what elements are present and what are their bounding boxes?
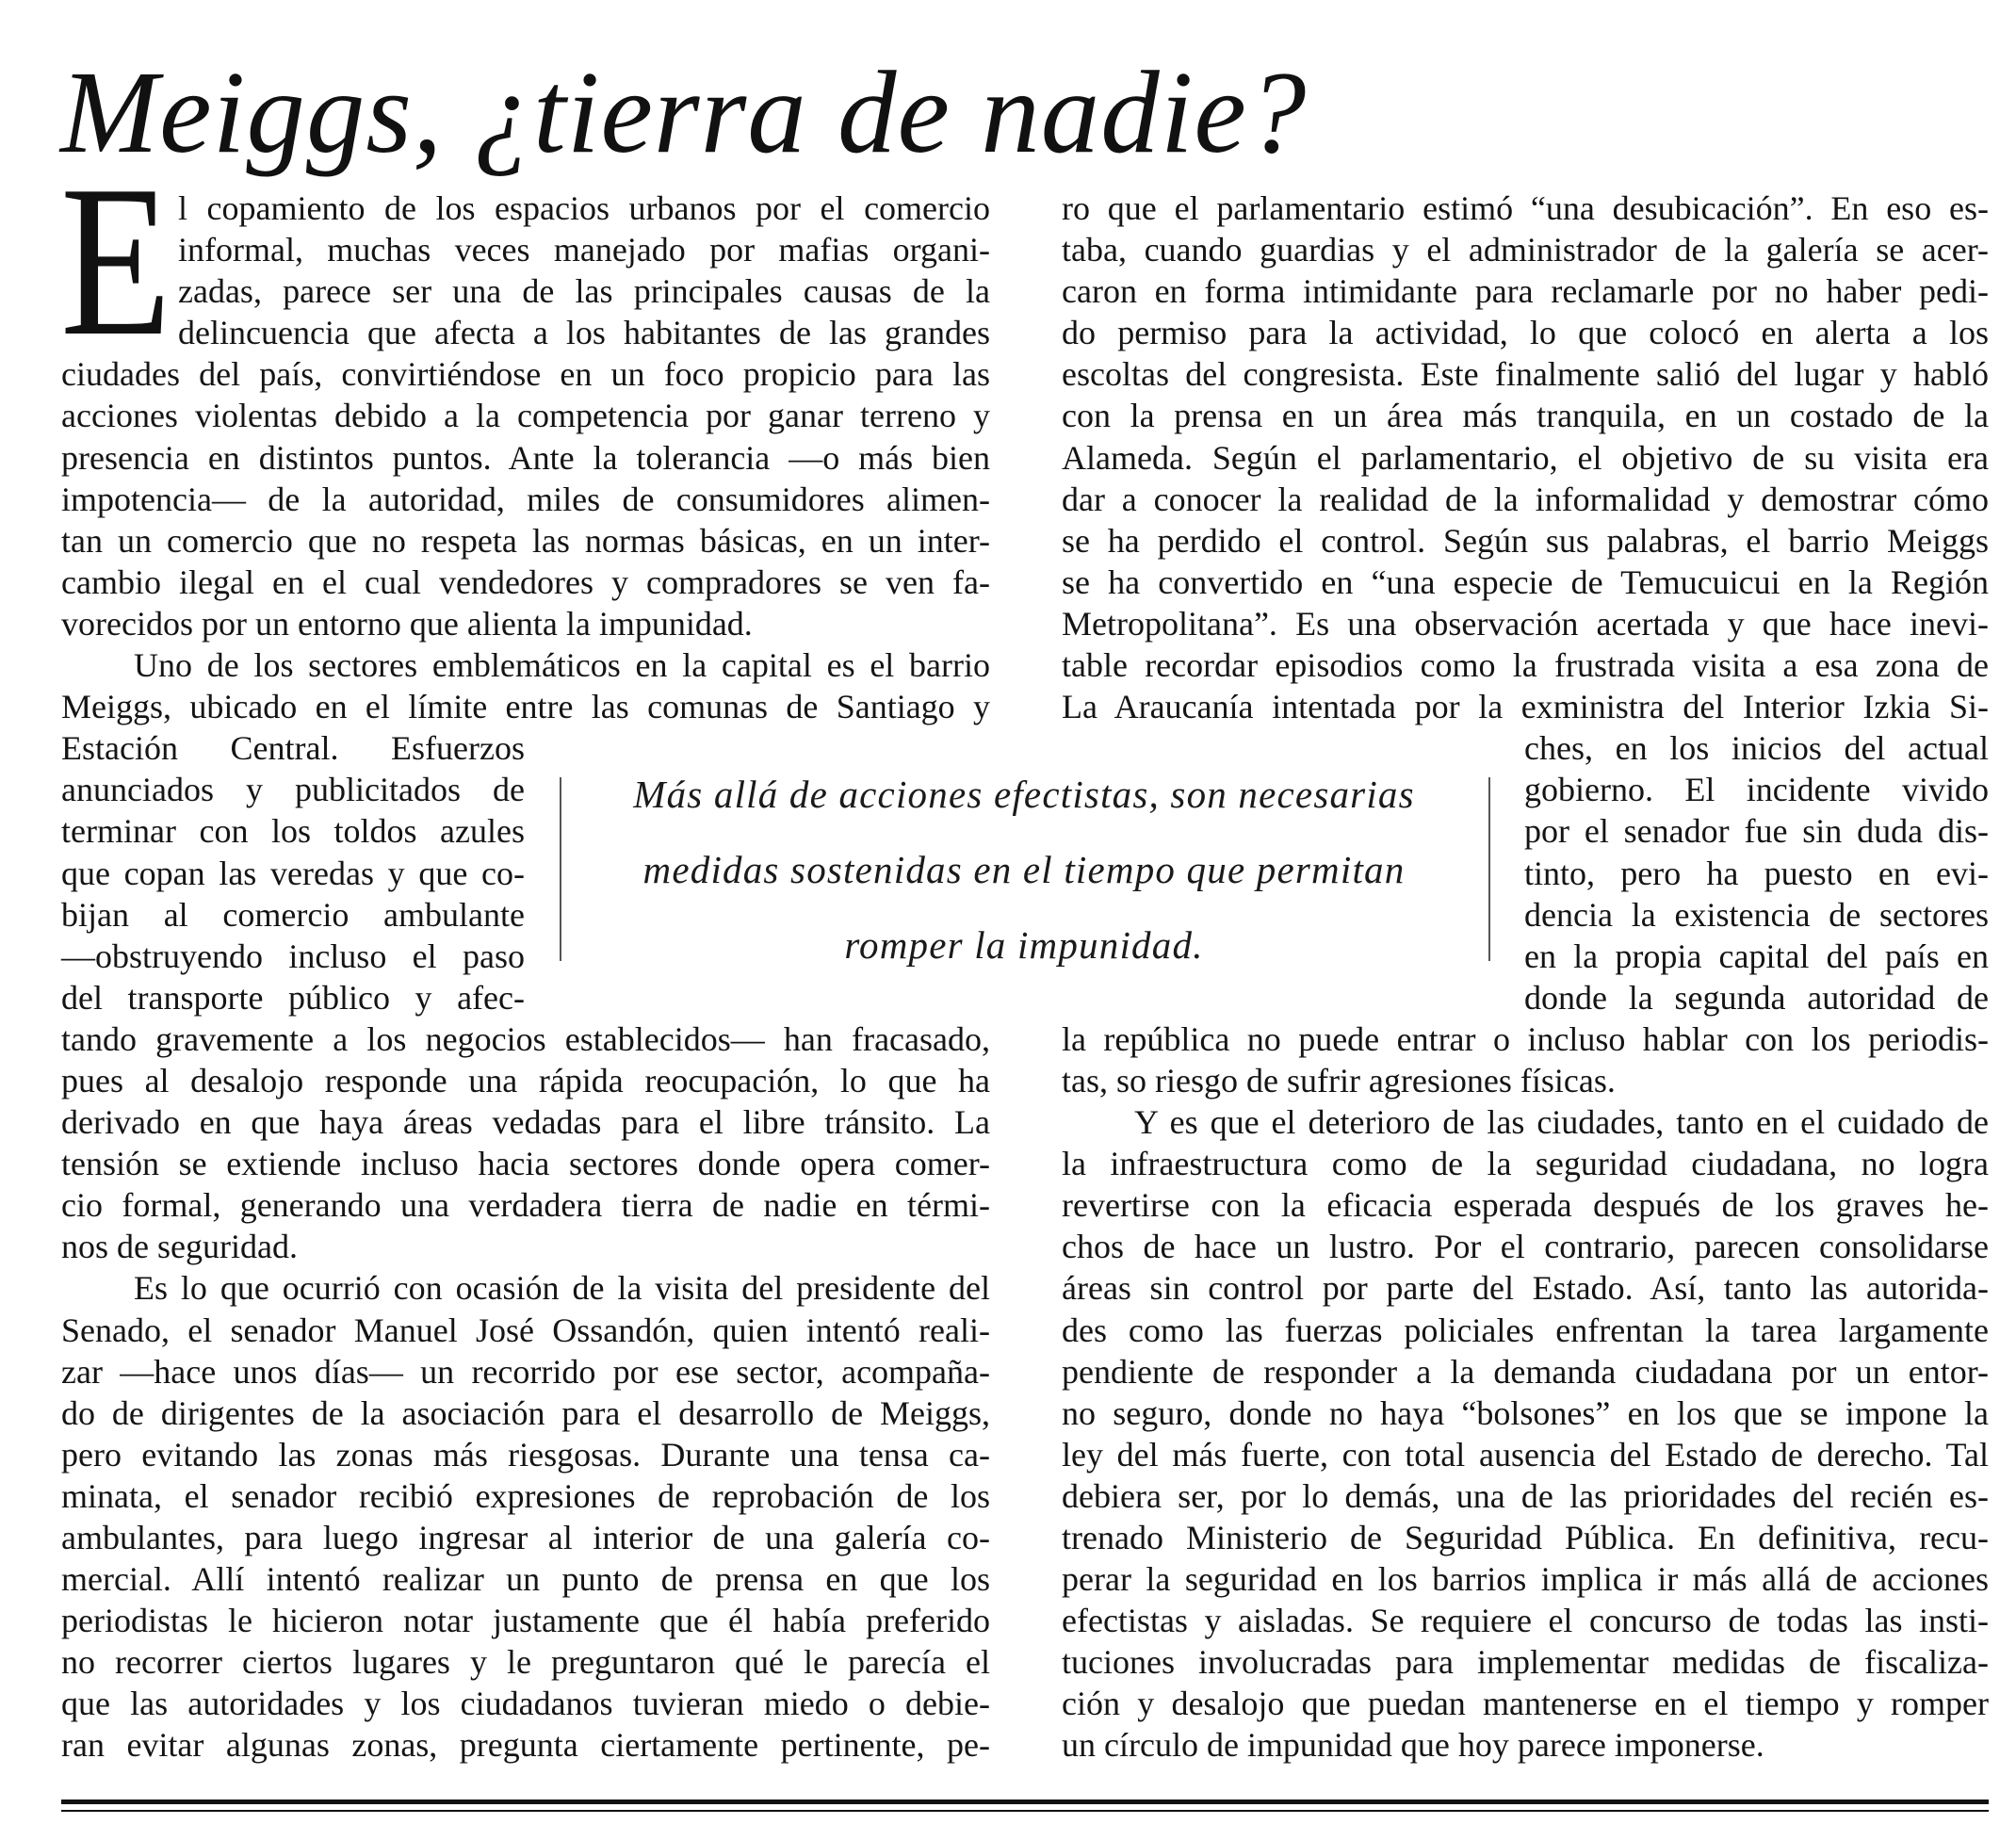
text-line: Uno de los sectores emblemáticos en la capital es el barrio <box>134 646 990 685</box>
text-line: no seguro, donde no haya “bolsones” en los que se impone la <box>1062 1393 1989 1432</box>
text-line: donde la segunda autoridad de <box>1524 978 1989 1017</box>
text-line: con la prensa en un área más tranquila, en un costado de la <box>1062 397 1989 435</box>
text-line: Senado, el senador Manuel José Ossandón, quien intentó reali- <box>61 1311 990 1349</box>
text-line: en la propia capital del país en <box>1524 936 1989 975</box>
text-line: por el senador fue sin duda dis- <box>1524 812 1989 851</box>
text-line: minata, el senador recibió expresiones de reprobación de los <box>61 1476 990 1515</box>
text-line: do de dirigentes de la asociación para el desarrollo de Meiggs, <box>61 1393 990 1432</box>
text-line: nos de seguridad. <box>61 1228 298 1266</box>
text-line: presencia en distintos puntos. Ante la tolerancia —o más bien <box>61 438 990 477</box>
text-line: taba, cuando guardias y el administrador de la galería se acer- <box>1062 231 1989 269</box>
drop-cap: E <box>60 140 172 381</box>
headline: Meiggs, ¿tierra de nadie? <box>60 48 1308 178</box>
text-line: zadas, parece ser una de las principales causas de la <box>178 272 990 311</box>
text-line: pero evitando las zonas más riesgosas. Durante una tensa ca- <box>61 1435 990 1474</box>
text-line: se ha perdido el control. Según sus palabras, el barrio Meiggs <box>1062 521 1989 560</box>
text-line: bijan al comercio ambulante <box>61 895 525 934</box>
text-line: la república no puede entrar o incluso hablar con los periodis- <box>1062 1019 1989 1058</box>
text-line: que copan las veredas y que co- <box>61 854 525 892</box>
text-line: tas, so riesgo de sufrir agresiones físicas. <box>1062 1061 1616 1099</box>
text-line: la infraestructura como de la seguridad ciudadana, no logra <box>1062 1145 1989 1183</box>
text-line: cambio ilegal en el cual vendedores y compradores se ven fa- <box>61 562 990 601</box>
text-line: La Araucanía intentada por la exministra del Interior Izkia Si- <box>1062 688 1989 726</box>
text-line: pendiente de responder a la demanda ciudadana por un entor- <box>1062 1352 1989 1391</box>
pull-quote-rule-left <box>560 777 561 961</box>
text-line: dar a conocer la realidad de la informalidad y demostrar cómo <box>1062 480 1989 518</box>
text-line: se ha convertido en “una especie de Temucuicui en la Región <box>1062 562 1989 601</box>
text-line: acciones violentas debido a la competencia por ganar terreno y <box>61 397 990 435</box>
pull-quote-line: medidas sostenidas en el tiempo que permitan <box>642 848 1406 891</box>
text-line: ches, en los inicios del actual <box>1524 729 1989 768</box>
pull-quote <box>565 757 1483 983</box>
text-line: debiera ser, por lo demás, una de las prioridades del recién es- <box>1062 1476 1989 1515</box>
text-line: del transporte público y afec- <box>61 978 525 1017</box>
text-line: pues al desalojo responde una rápida reocupación, lo que ha <box>61 1061 990 1099</box>
text-line: dencia la existencia de sectores <box>1524 895 1989 934</box>
text-line: ciudades del país, convirtiéndose en un foco propicio para las <box>61 355 990 394</box>
text-line: delincuencia que afecta a los habitantes de las grandes <box>178 314 990 352</box>
text-line: Meiggs, ubicado en el límite entre las comunas de Santiago y <box>61 688 990 726</box>
text-line: caron en forma intimidante para reclamarle por no haber pedi- <box>1062 272 1989 311</box>
text-line: terminar con los toldos azules <box>61 812 525 851</box>
text-line: informal, muchas veces manejado por mafias organi- <box>178 231 990 269</box>
text-line: no recorrer ciertos lugares y le preguntaron qué le parecía el <box>61 1643 990 1682</box>
text-line: ambulantes, para luego ingresar al interior de una galería co- <box>61 1519 990 1556</box>
text-line: Y es que el deterioro de las ciudades, tanto en el cuidado de <box>1134 1103 1989 1142</box>
text-line: ro que el parlamentario estimó “una desubicación”. En eso es- <box>1062 189 1989 227</box>
text-line: tensión se extiende incluso hacia sectores donde opera comer- <box>61 1145 990 1183</box>
text-line: derivado en que haya áreas vedadas para el libre tránsito. La <box>61 1103 990 1142</box>
text-line: áreas sin control por parte del Estado. Así, tanto las autorida- <box>1062 1269 1989 1308</box>
text-line: que las autoridades y los ciudadanos tuvieran miedo o debie- <box>61 1685 990 1723</box>
text-line: chos de hace un lustro. Por el contrario, parecen consolidarse <box>1062 1228 1989 1266</box>
text-line: mercial. Allí intentó realizar un punto de prensa en que los <box>61 1560 990 1599</box>
text-line: perar la seguridad en los barrios implica ir más allá de acciones <box>1062 1560 1989 1599</box>
text-line: impotencia— de la autoridad, miles de consumidores alimen- <box>61 480 990 518</box>
text-line: Metropolitana”. Es una observación acertada y que hace inevi- <box>1062 604 1989 643</box>
text-line: tan un comercio que no respeta las normas básicas, en un inter- <box>61 521 990 560</box>
text-line: des como las fuerzas policiales enfrentan la tarea largamente <box>1062 1311 1989 1349</box>
text-line: —obstruyendo incluso el paso <box>61 936 525 975</box>
text-line: ción y desalojo que puedan mantenerse en el tiempo y romper <box>1062 1685 1989 1723</box>
text-line: vorecidos por un entorno que alienta la impunidad. <box>61 604 753 643</box>
text-line: ran evitar algunas zonas, pregunta ciertamente pertinente, pe- <box>61 1726 990 1765</box>
text-line: cio formal, generando una verdadera tierra de nadie en térmi- <box>61 1186 990 1225</box>
text-line: anunciados y publicitados de <box>61 771 525 809</box>
footer-rule-thin <box>61 1810 1989 1812</box>
text-line: do permiso para la actividad, lo que colocó en alerta a los <box>1062 314 1989 352</box>
text-line: Es lo que ocurrió con ocasión de la visita del presidente del <box>134 1269 990 1308</box>
pull-quote-line: Más allá de acciones efectistas, son necesarias <box>633 773 1415 816</box>
text-line: tando gravemente a los negocios establecidos— han fracasado, <box>61 1019 990 1058</box>
footer-rule-thick <box>61 1800 1989 1804</box>
text-line: zar —hace unos días— un recorrido por ese sector, acompaña- <box>61 1352 990 1391</box>
text-line: l copamiento de los espacios urbanos por el comercio <box>178 189 990 227</box>
pull-quote-rule-right <box>1488 777 1490 961</box>
text-line: Estación Central. Esfuerzos <box>61 729 525 768</box>
text-line: periodistas le hicieron notar justamente que él había preferido <box>61 1602 990 1640</box>
text-line: Alameda. Según el parlamentario, el objetivo de su visita era <box>1062 438 1989 477</box>
text-line: table recordar episodios como la frustrada visita a esa zona de <box>1062 646 1989 685</box>
text-line: revertirse con la eficacia esperada después de los graves he- <box>1062 1186 1989 1225</box>
text-line: trenado Ministerio de Seguridad Pública. En definitiva, recu- <box>1062 1519 1989 1556</box>
text-line: ley del más fuerte, con total ausencia del Estado de derecho. Tal <box>1062 1435 1989 1474</box>
text-line: gobierno. El incidente vivido <box>1524 771 1989 809</box>
text-line: escoltas del congresista. Este finalmente salió del lugar y habló <box>1062 355 1989 394</box>
text-line: tuciones involucradas para implementar medidas de fiscaliza- <box>1062 1643 1989 1682</box>
text-line: tinto, pero ha puesto en evi- <box>1524 854 1989 892</box>
text-line: efectistas y aisladas. Se requiere el concurso de todas las insti- <box>1062 1602 1989 1640</box>
pull-quote-line: romper la impunidad. <box>844 923 1204 967</box>
text-line: un círculo de impunidad que hoy parece imponerse. <box>1062 1726 1764 1765</box>
